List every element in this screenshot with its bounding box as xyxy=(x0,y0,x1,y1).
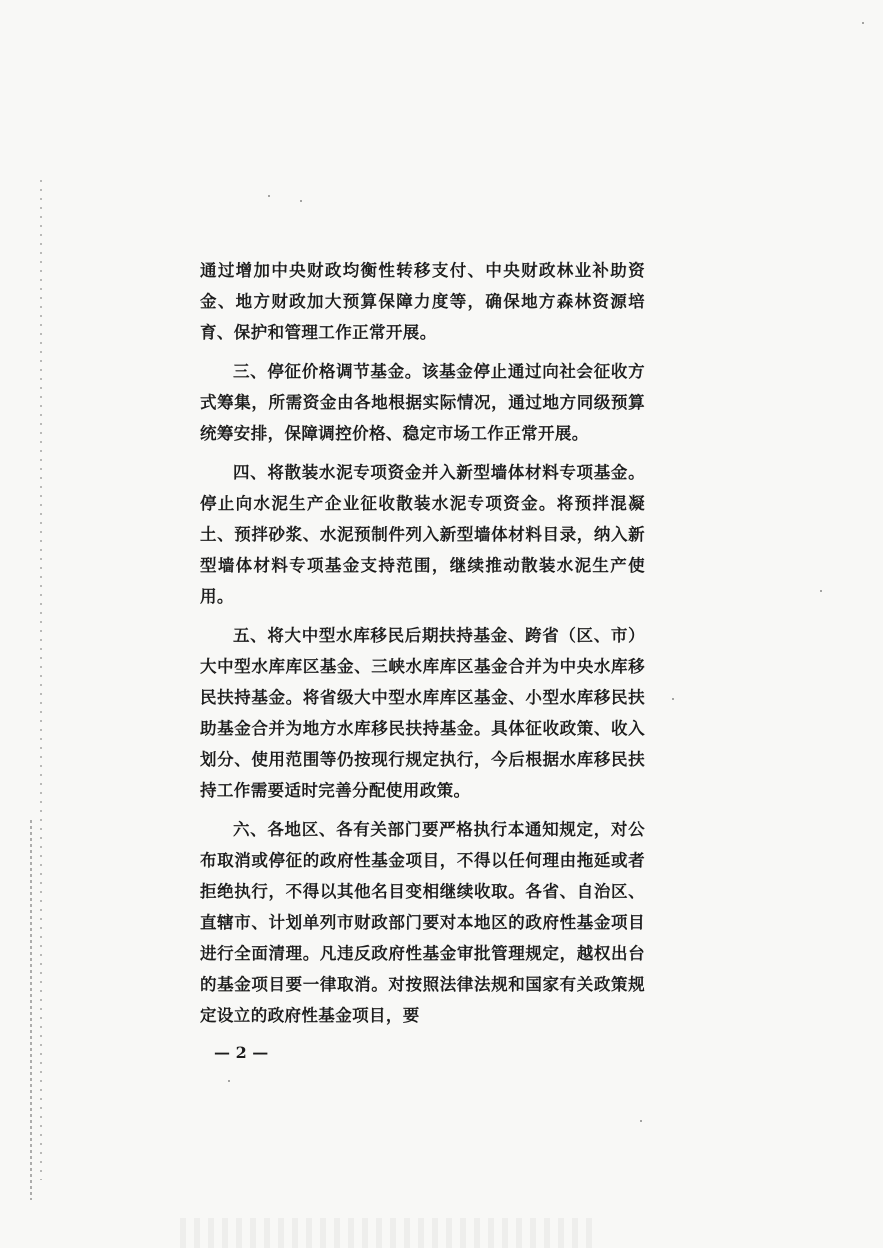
scan-edge-mark xyxy=(30,820,32,1200)
scan-speck xyxy=(862,22,864,24)
paragraph-item-5: 五、将大中型水库移民后期扶持基金、跨省（区、市）大中型水库库区基金、三峡水库库区基金合并为中央水库移民扶持基金。将省级大中型水库库区基金、小型水库移民扶助基金合并为地方水库移民扶持基金。具体征收政策、收入划分、使用范围等仍按现行规定执行，今后根据水库移民扶持工作需要适时完善分配使用政策。 xyxy=(200,626,645,800)
scan-speck xyxy=(228,1080,230,1082)
scan-speck xyxy=(820,590,822,592)
paragraph-continuation: 通过增加中央财政均衡性转移支付、中央财政林业补助资金、地方财政加大预算保障力度等，确保地方森林资源培育、保护和管理工作正常开展。 xyxy=(200,261,645,342)
scan-speck xyxy=(672,698,674,700)
scan-speck xyxy=(300,200,302,202)
scan-bottom-smudge xyxy=(180,1218,600,1248)
paragraph-item-4: 四、将散装水泥专项资金并入新型墙体材料专项基金。停止向水泥生产企业征收散装水泥专项资金。将预拌混凝土、预拌砂浆、水泥预制件列入新型墙体材料目录，纳入新型墙体材料专项基金支持范围，继续推动散装水泥生产使用。 xyxy=(200,463,645,606)
scan-edge-mark xyxy=(40,180,42,1180)
page-number: — 2 — xyxy=(214,1043,269,1062)
scan-speck xyxy=(640,1120,642,1122)
scan-speck xyxy=(268,195,270,197)
paragraph-item-6: 六、各地区、各有关部门要严格执行本通知规定，对公布取消或停征的政府性基金项目，不得以任何理由拖延或者拒绝执行，不得以其他名目变相继续收取。各省、自治区、直辖市、计划单列市财政部门要对本地区的政府性基金项目进行全面清理。凡违反政府性基金审批管理规定，越权出台的基金项目要一律取消。对按照法律法规和国家有关政策规定设立的政府性基金项目，要 xyxy=(200,820,645,1025)
document-body xyxy=(200,255,645,1039)
paragraph-item-3: 三、停征价格调节基金。该基金停止通过向社会征收方式筹集，所需资金由各地根据实际情况，通过地方同级预算统筹安排，保障调控价格、稳定市场工作正常开展。 xyxy=(200,362,645,443)
